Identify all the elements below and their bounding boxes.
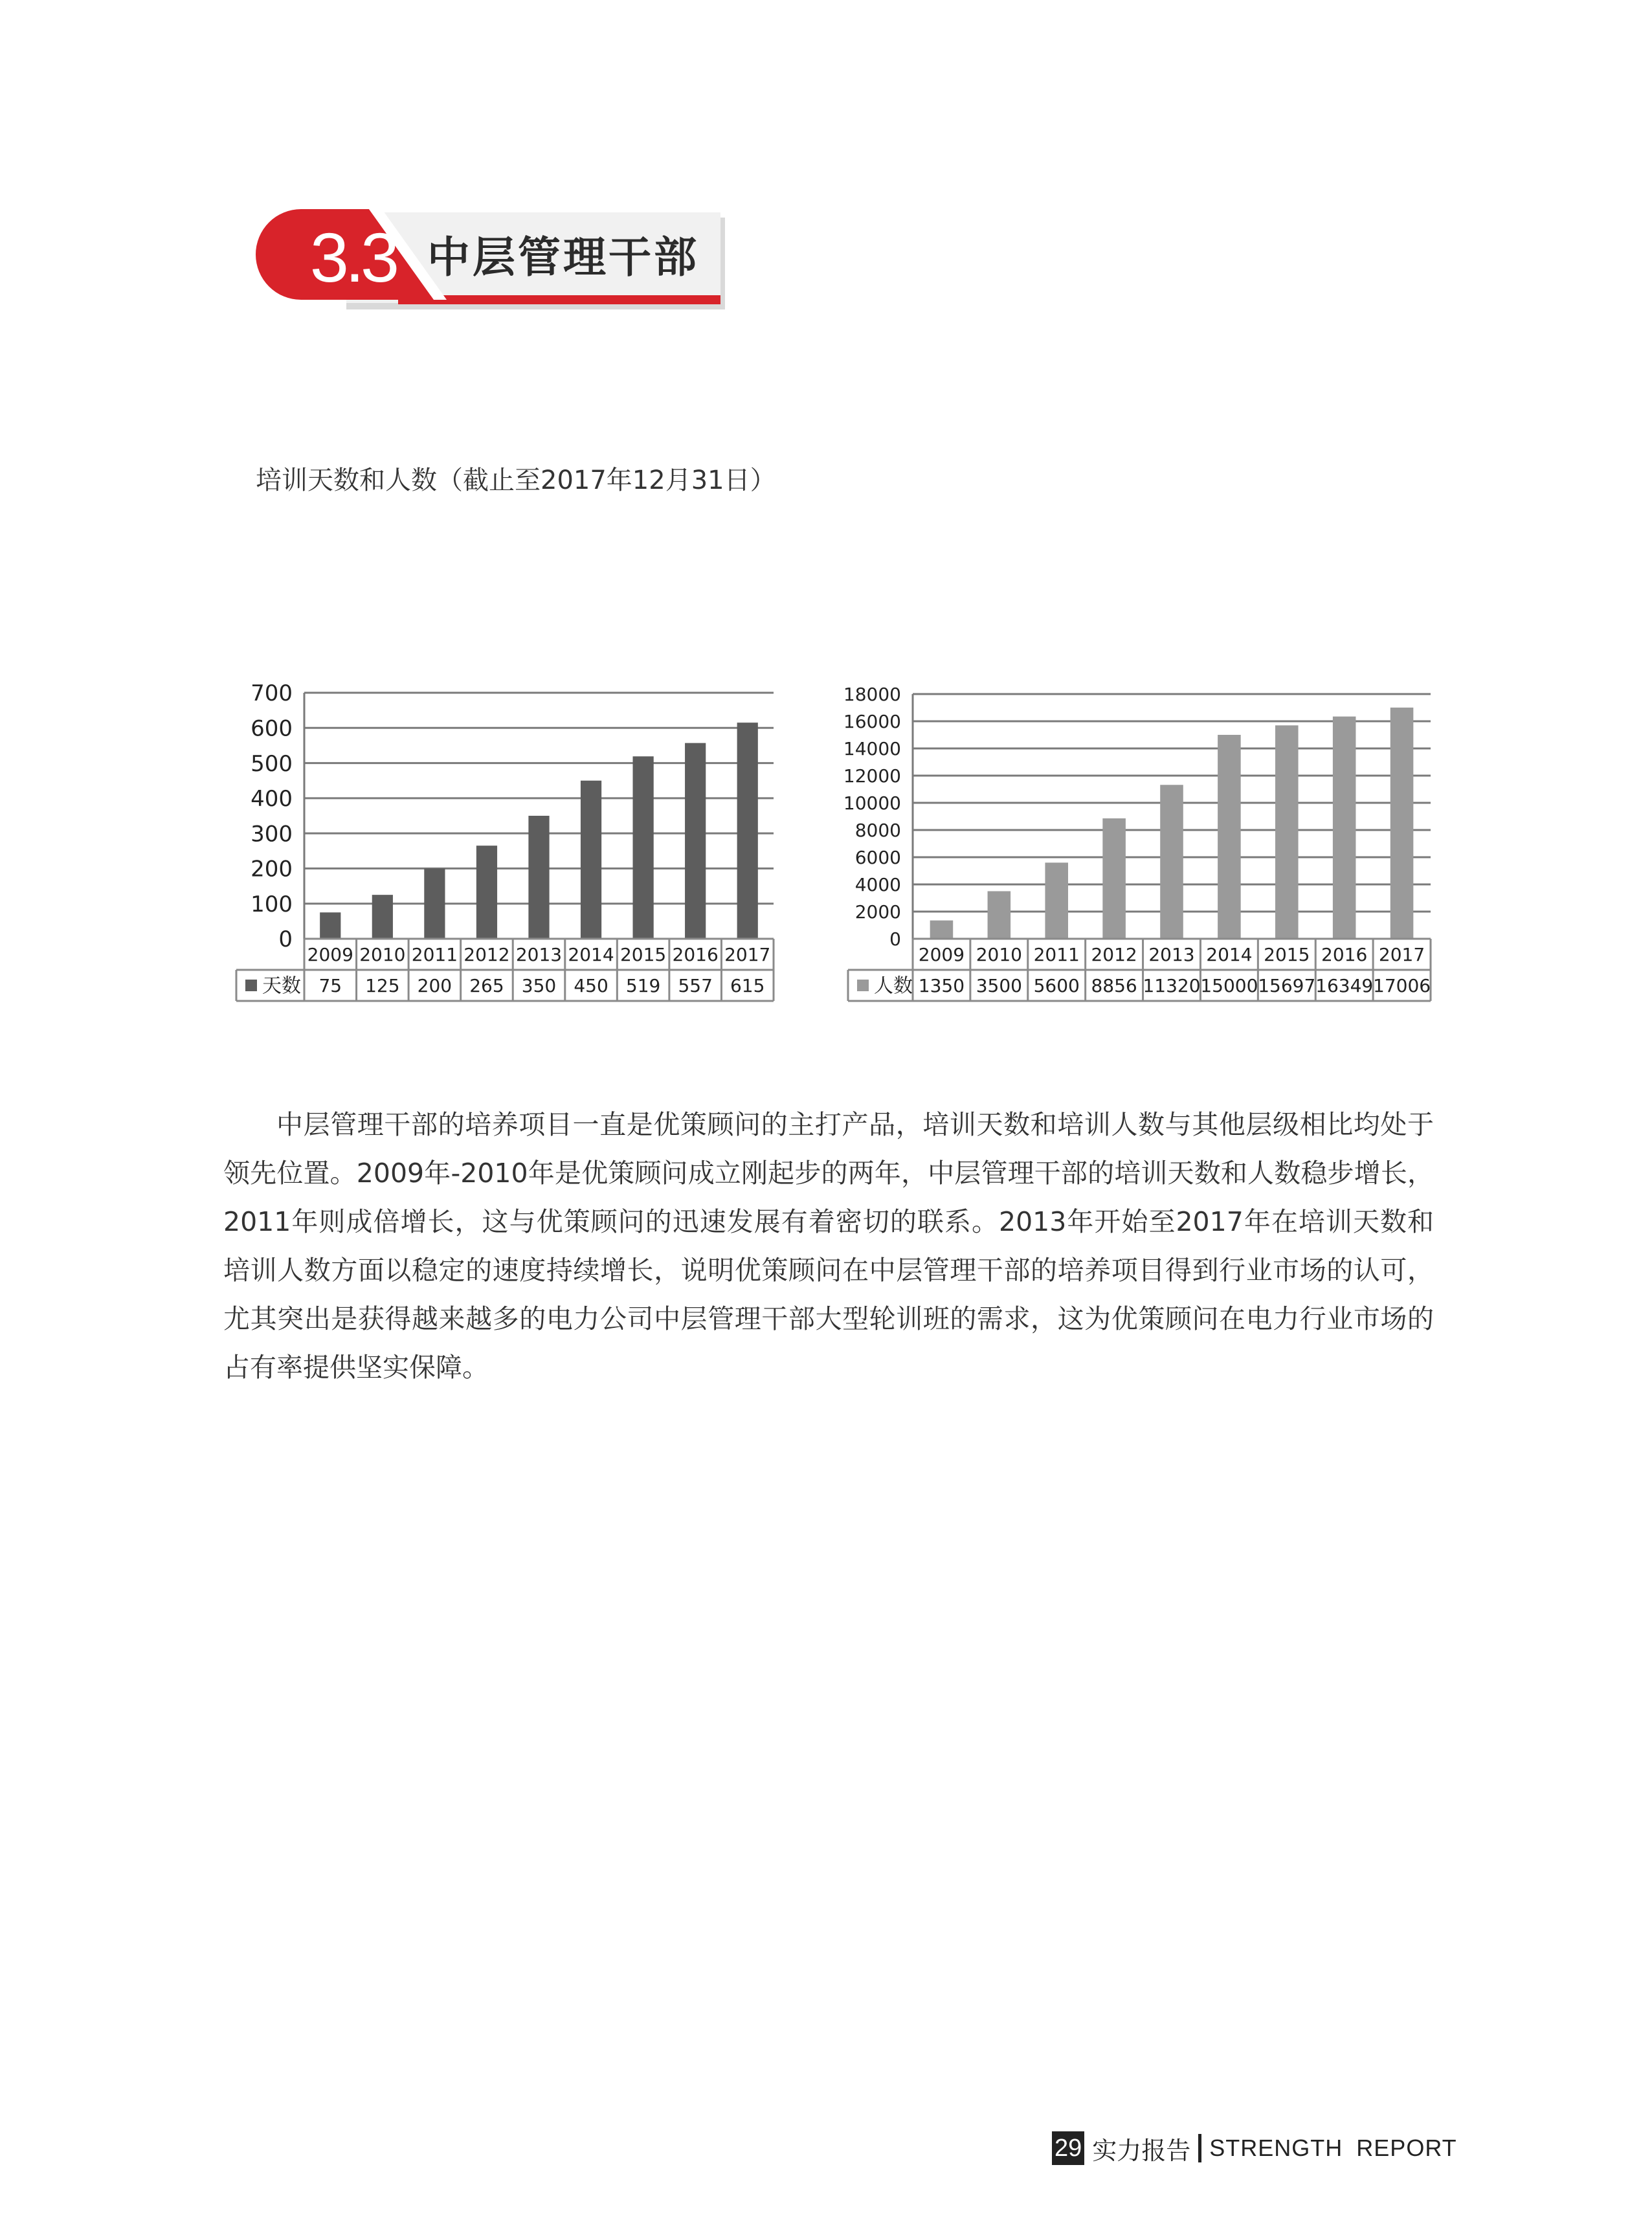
page-number: 29 <box>1052 2131 1084 2165</box>
bar <box>737 723 758 939</box>
y-tick-label: 18000 <box>843 684 901 706</box>
x-category-label: 2016 <box>1321 944 1368 966</box>
bar <box>988 892 1011 939</box>
bar <box>528 816 549 939</box>
bar <box>1275 725 1299 939</box>
bar <box>633 756 654 939</box>
y-tick-label: 300 <box>251 821 293 847</box>
footer-title-en: STRENGTH REPORT <box>1209 2135 1457 2161</box>
x-category-label: 2009 <box>307 944 353 966</box>
y-tick-label: 500 <box>251 750 293 777</box>
section-number: 3.3 <box>309 218 396 297</box>
x-category-label: 2013 <box>1148 944 1195 966</box>
bar <box>1390 708 1414 939</box>
x-category-label: 2016 <box>672 944 719 966</box>
y-tick-label: 2000 <box>854 901 901 923</box>
data-value-label: 450 <box>574 975 608 997</box>
y-tick-label: 600 <box>251 715 293 742</box>
y-tick-label: 100 <box>251 891 293 917</box>
y-tick-label: 0 <box>889 928 901 950</box>
x-category-label: 2011 <box>411 944 458 966</box>
data-value-label: 125 <box>365 975 400 997</box>
section-header <box>249 206 735 316</box>
data-value-label: 5600 <box>1033 975 1080 997</box>
x-category-label: 2009 <box>918 944 965 966</box>
data-value-label: 15000 <box>1200 975 1258 997</box>
y-tick-label: 8000 <box>854 820 901 842</box>
page-footer <box>1052 2130 1457 2166</box>
x-category-label: 2012 <box>1091 944 1137 966</box>
bar <box>476 846 497 939</box>
legend-swatch <box>857 980 869 991</box>
data-value-label: 519 <box>625 975 661 997</box>
bar <box>1333 717 1356 939</box>
data-value-label: 615 <box>730 975 765 997</box>
x-category-label: 2013 <box>515 944 563 966</box>
bar <box>685 743 706 939</box>
y-tick-label: 12000 <box>843 765 901 787</box>
bar <box>424 868 445 939</box>
data-value-label: 200 <box>417 975 452 997</box>
x-category-label: 2017 <box>1378 944 1425 966</box>
y-tick-label: 200 <box>251 856 293 882</box>
data-value-label: 75 <box>318 975 342 997</box>
x-category-label: 2012 <box>463 944 510 966</box>
training-days-chart-svg <box>230 667 787 1010</box>
x-category-label: 2014 <box>568 944 614 966</box>
data-value-label: 265 <box>469 975 504 997</box>
y-tick-label: 10000 <box>843 792 901 814</box>
x-category-label: 2010 <box>976 944 1022 966</box>
series-name-label: 人数 <box>874 974 913 998</box>
bar <box>1045 862 1068 939</box>
data-value-label: 16349 <box>1315 975 1374 997</box>
chart-caption: 培训天数和人数（截止至2017年12月31日） <box>256 466 776 495</box>
data-value-label: 1350 <box>918 975 965 997</box>
y-tick-label: 14000 <box>843 738 901 760</box>
bar <box>1218 735 1241 939</box>
training-days-chart <box>230 667 787 1010</box>
x-category-label: 2015 <box>1264 944 1310 966</box>
x-category-label: 2017 <box>724 944 771 966</box>
data-value-label: 11320 <box>1143 975 1201 997</box>
data-value-label: 17006 <box>1373 975 1431 997</box>
section-title: 中层管理干部 <box>427 232 699 282</box>
footer-separator <box>1198 2134 1201 2162</box>
data-value-label: 3500 <box>976 975 1022 997</box>
body-paragraph: 中层管理干部的培养项目一直是优策顾问的主打产品，培训天数和培训人数与其他层级相比均处于领先位置。2009年-2010年是优策顾问成立刚起步的两年，中层管理干部的培训天数和人数稳步增长，2011年则成倍增长，这与优策顾问的迅速发展有着密切的联系。2013年开始至2017年在培训天数和培训人数方面以稳定的速度持续增长，说明优策顾问在中层管理干部的培养项目得到行业市场的认可，尤其突出是获得越来越多的电力公司中层管理干部大型轮训班的需求，这为优策顾问在电力行业市场的占有率提供坚实保障。 <box>223 1109 1434 1383</box>
bar <box>581 781 601 939</box>
x-category-label: 2010 <box>359 944 406 966</box>
footer-title-cn: 实力报告 <box>1092 2136 1191 2165</box>
data-value-label: 15697 <box>1258 975 1316 997</box>
data-value-label: 557 <box>678 975 713 997</box>
data-value-label: 350 <box>521 975 557 997</box>
training-people-chart <box>835 667 1444 1010</box>
x-category-label: 2011 <box>1033 944 1080 966</box>
y-tick-label: 700 <box>251 680 293 707</box>
bar <box>930 921 954 939</box>
x-category-label: 2014 <box>1206 944 1253 966</box>
bar <box>372 895 393 939</box>
y-tick-label: 4000 <box>854 874 901 896</box>
y-tick-label: 0 <box>278 926 293 953</box>
x-category-label: 2015 <box>620 944 667 966</box>
data-value-label: 8856 <box>1091 975 1137 997</box>
series-name-label: 天数 <box>262 974 301 998</box>
bar <box>320 912 340 939</box>
bar <box>1102 818 1126 939</box>
bar <box>1160 785 1183 939</box>
training-people-chart-svg <box>835 667 1444 1010</box>
y-tick-label: 16000 <box>843 711 901 733</box>
legend-swatch <box>245 980 257 991</box>
y-tick-label: 6000 <box>854 847 901 869</box>
y-tick-label: 400 <box>251 786 293 813</box>
